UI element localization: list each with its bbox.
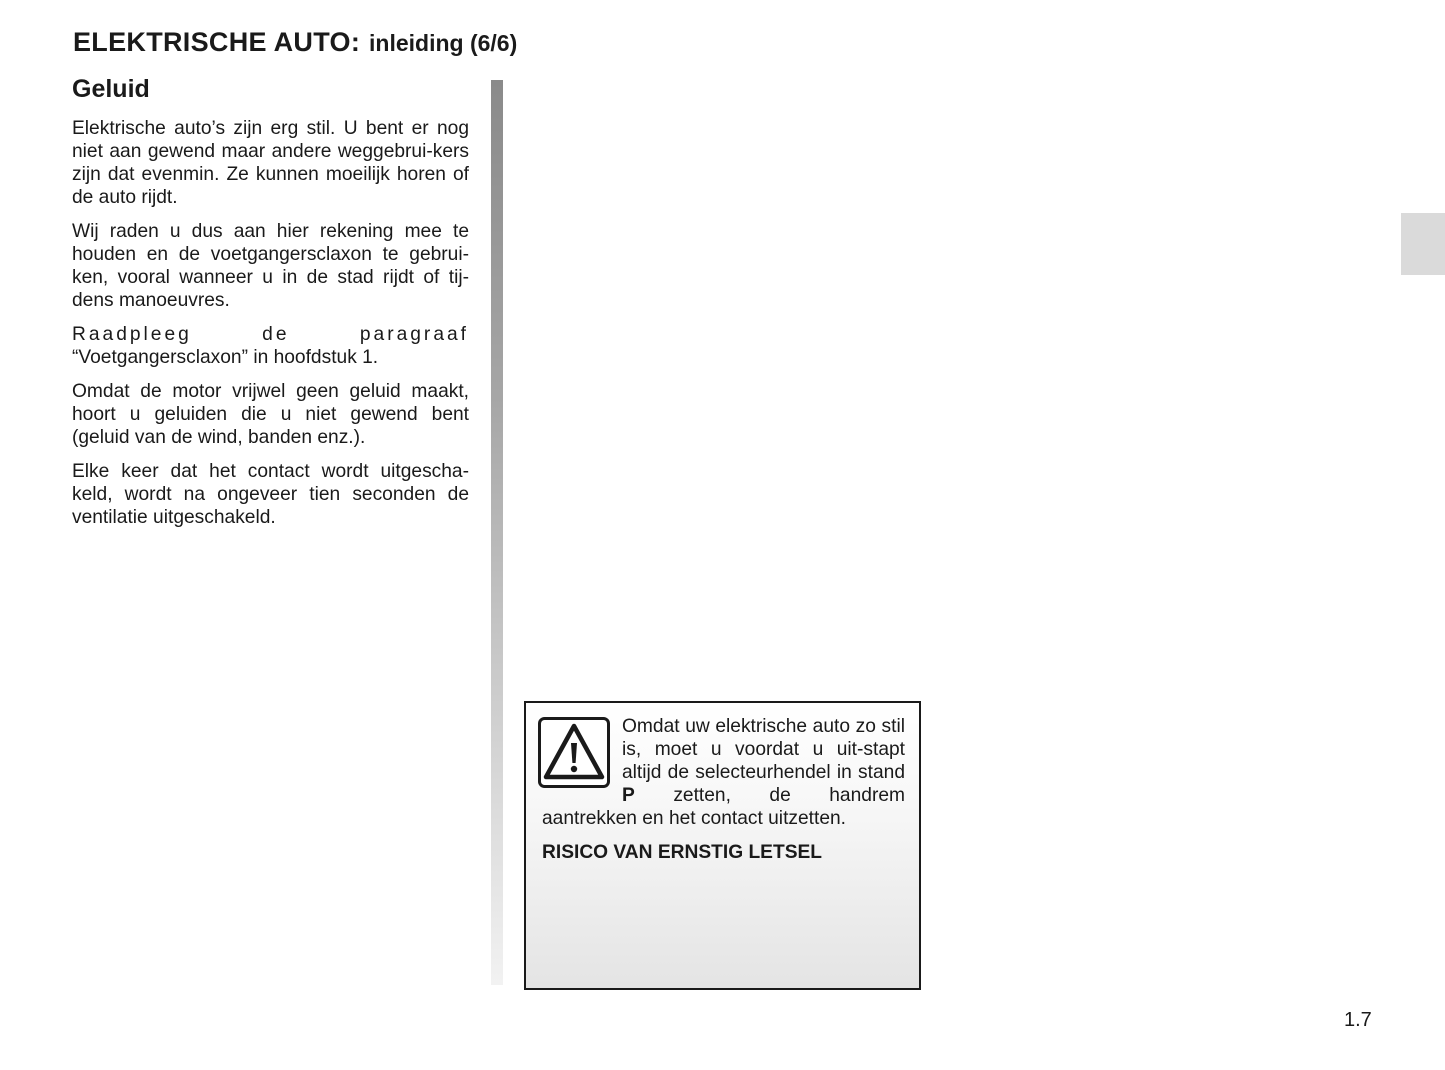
warning-text-bold-p: P <box>622 785 635 806</box>
reference-line-2: “Voetgangersclaxon” in hoofdstuk 1. <box>72 347 379 368</box>
chapter-tab-marker <box>1401 213 1445 275</box>
page-title <box>73 22 517 61</box>
paragraph-advice: Wij raden u dus aan hier rekening mee te houden en de voetgangersclaxon te gebrui-ken, vooral wanneer u in de stad rijdt of tij-dens manoeuvres. <box>72 221 469 311</box>
warning-content <box>542 715 905 864</box>
page-title-main: ELEKTRISCHE AUTO: <box>73 27 361 57</box>
section-heading: Geluid <box>72 75 150 103</box>
paragraph-ventilation: Elke keer dat het contact wordt uitgescha-keld, wordt na ongeveer tien seconden de ventilatie uitgeschakeld. <box>72 461 469 528</box>
column-divider <box>491 80 503 985</box>
page-number: 1.7 <box>1344 1009 1372 1031</box>
reference-line-1: Raadpleeg de paragraaf <box>72 324 469 345</box>
warning-emphasis: RISICO VAN ERNSTIG LETSEL <box>542 842 823 863</box>
section-geluid <box>72 72 469 540</box>
paragraph-reference <box>72 323 469 369</box>
warning-text-part-2: zetten, de handrem aantrekken en het contact uitzetten. <box>542 785 905 829</box>
warning-text-part-1: Omdat uw elektrische auto zo stil is, moet u voordat u uit-stapt altijd de selecteurhendel in stand <box>622 716 905 783</box>
paragraph-noises: Omdat de motor vrijwel geen geluid maakt, hoort u geluiden die u niet gewend bent (geluid van de wind, banden enz.). <box>72 381 469 448</box>
warning-triangle-icon <box>538 717 610 788</box>
page-title-sub: inleiding (6/6) <box>369 30 518 56</box>
paragraph-silence: Elektrische auto’s zijn erg stil. U bent er nog niet aan gewend maar andere weggebrui-kers zijn dat evenmin. Ze kunnen moeilijk horen of de auto rijdt. <box>72 118 469 208</box>
warning-box <box>524 701 921 990</box>
